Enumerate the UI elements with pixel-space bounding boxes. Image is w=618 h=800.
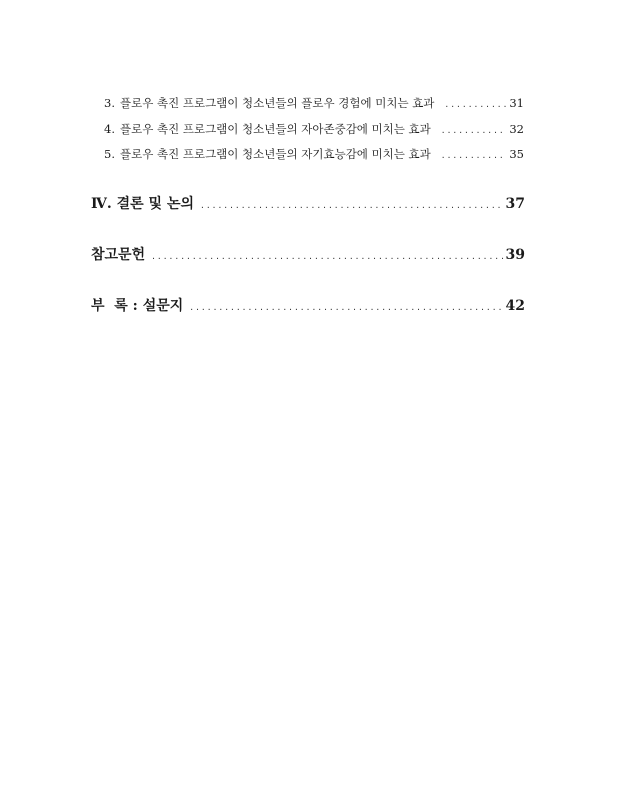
toc-entry-sub-5[interactable] — [104, 146, 524, 162]
toc-entry-title: 부 록 : 설문지 — [91, 298, 184, 314]
toc-entry-title: Ⅳ. 결론 및 논의 — [91, 196, 195, 212]
toc-entry-number: 5. — [104, 147, 115, 161]
toc-entry-page: 37 — [505, 196, 525, 212]
toc-entry-sub-4[interactable] — [104, 121, 524, 137]
dot-leader — [189, 303, 503, 312]
toc-entry-number: 3. — [104, 96, 115, 110]
toc-entry-page: 31 — [509, 96, 524, 110]
dot-leader — [200, 201, 504, 210]
toc-entry-title: 참고문헌 — [91, 247, 146, 263]
toc-entry-references[interactable] — [91, 244, 525, 264]
dot-leader — [151, 252, 503, 261]
toc-entry-page: 35 — [509, 147, 524, 161]
toc-entry-sub-3[interactable] — [104, 95, 524, 111]
toc-entry-conclusion[interactable] — [91, 193, 525, 213]
toc-entry-page: 32 — [509, 122, 524, 136]
toc-entry-title: 플로우 촉진 프로그램이 청소년들의 자기효능감에 미치는 효과 — [120, 147, 431, 161]
toc-entry-page: 42 — [505, 298, 525, 314]
toc-entry-page: 39 — [505, 247, 525, 263]
dot-leader — [441, 126, 506, 135]
toc-entry-number: 4. — [104, 122, 115, 136]
toc-entry-title: 플로우 촉진 프로그램이 청소년들의 자아존중감에 미치는 효과 — [120, 122, 431, 136]
dot-leader — [441, 151, 506, 160]
dot-leader — [444, 100, 506, 109]
toc-entry-appendix[interactable] — [91, 295, 525, 315]
toc-entry-title: 플로우 촉진 프로그램이 청소년들의 플로우 경험에 미치는 효과 — [120, 96, 435, 110]
